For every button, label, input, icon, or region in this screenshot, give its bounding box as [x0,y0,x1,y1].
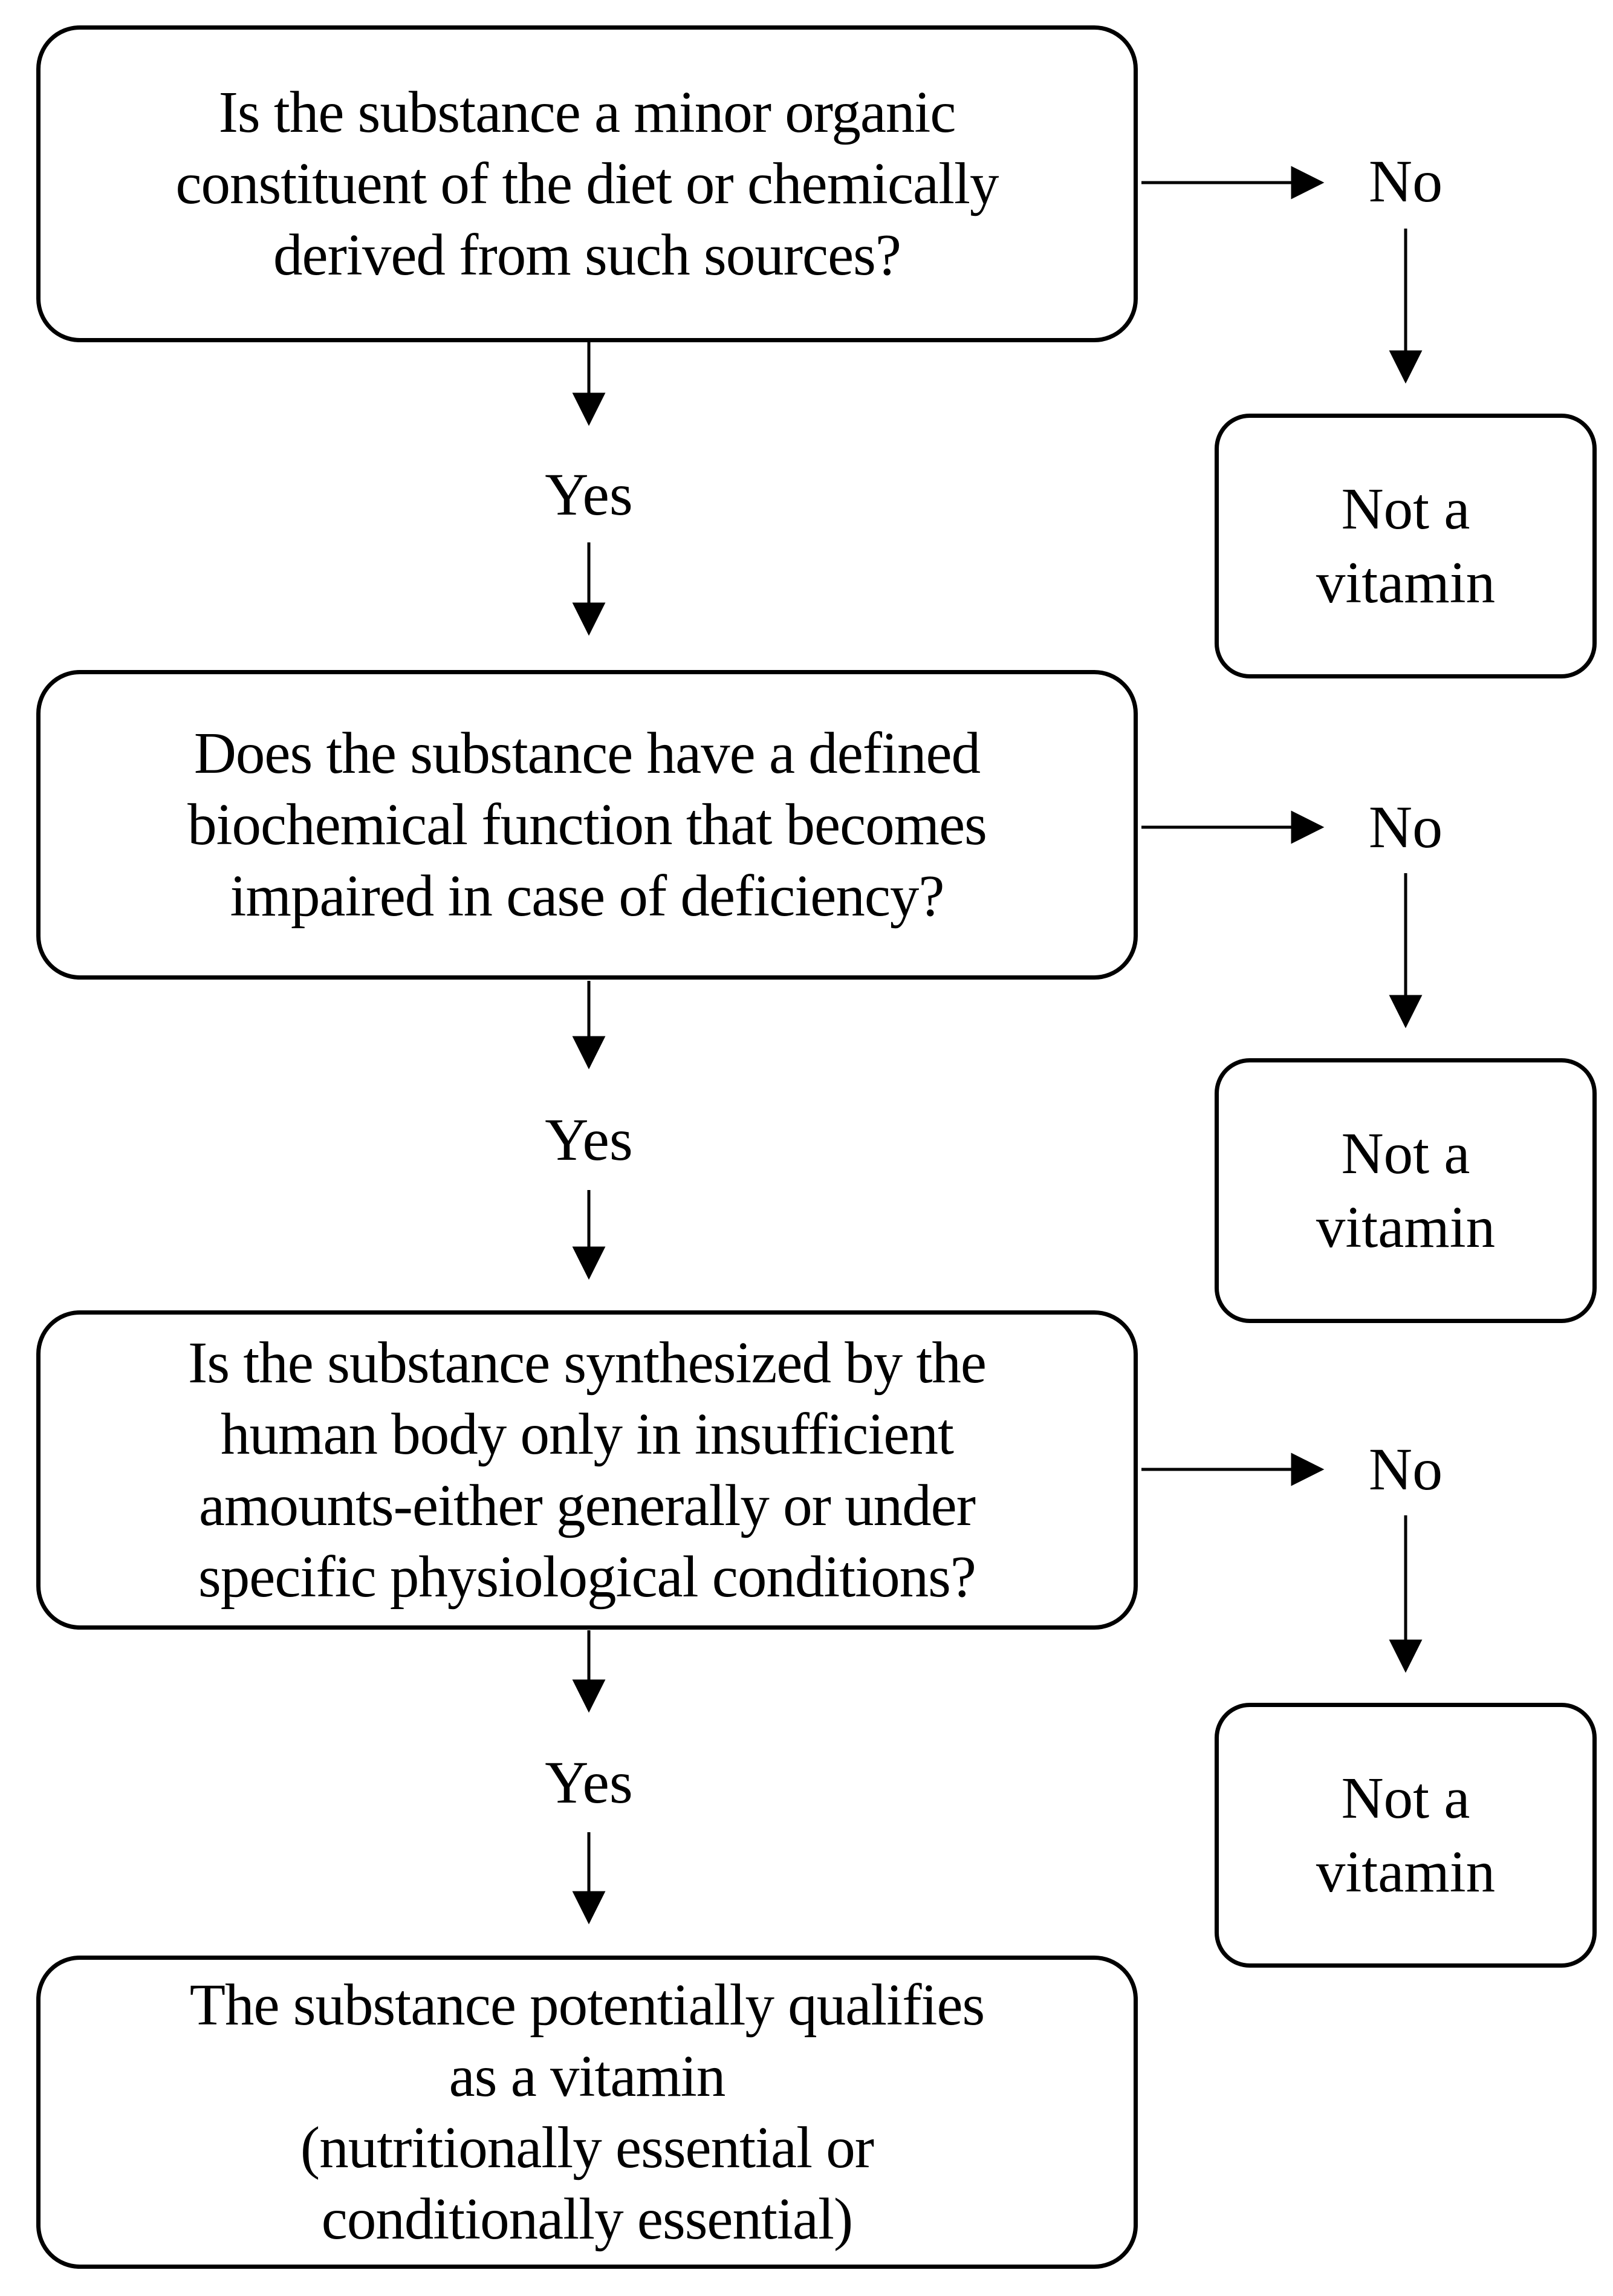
terminal-box-not-a-vitamin-3 [1215,1703,1597,1968]
yes-label-3: Yes [545,1749,633,1816]
terminal-box-not-a-vitamin-1 [1215,414,1597,678]
terminal-2-line-2: vitamin [1316,1195,1496,1260]
terminal-box-not-a-vitamin-2 [1215,1058,1597,1323]
terminal-3-line-2: vitamin [1316,1839,1496,1904]
question-3-line-4: specific physiological conditions? [198,1544,976,1609]
question-box-1 [36,25,1138,342]
result-line-3: (nutritionally essential or [300,2115,874,2180]
terminal-1-line-1: Not a [1341,476,1470,541]
question-1-line-1: Is the substance a minor organic [218,80,956,145]
terminal-1-line-2: vitamin [1316,550,1496,615]
question-3-line-2: human body only in insufficient [221,1402,953,1466]
question-1-line-3: derived from such sources? [273,223,901,287]
question-3-line-3: amounts-either generally or under [198,1473,976,1538]
no-label-1: No [1368,148,1443,215]
result-box-qualifies-as-vitamin [36,1956,1138,2269]
question-2-line-1: Does the substance have a defined [193,721,981,785]
question-box-3 [36,1310,1138,1630]
result-line-2: as a vitamin [449,2044,725,2109]
no-label-3: No [1368,1436,1443,1503]
question-3-line-1: Is the substance synthesized by the [188,1330,986,1395]
yes-label-2: Yes [545,1106,633,1173]
result-line-1: The substance potentially qualifies [189,1972,985,2037]
question-box-2 [36,670,1138,980]
question-2-line-3: impaired in case of deficiency? [230,863,944,928]
question-2-line-2: biochemical function that becomes [187,792,987,857]
terminal-3-line-1: Not a [1341,1766,1470,1830]
no-label-2: No [1368,793,1443,860]
yes-label-1: Yes [545,461,633,528]
terminal-2-line-1: Not a [1341,1121,1470,1186]
result-line-4: conditionally essential) [321,2187,853,2251]
question-1-line-2: constituent of the diet or chemically [175,151,999,216]
